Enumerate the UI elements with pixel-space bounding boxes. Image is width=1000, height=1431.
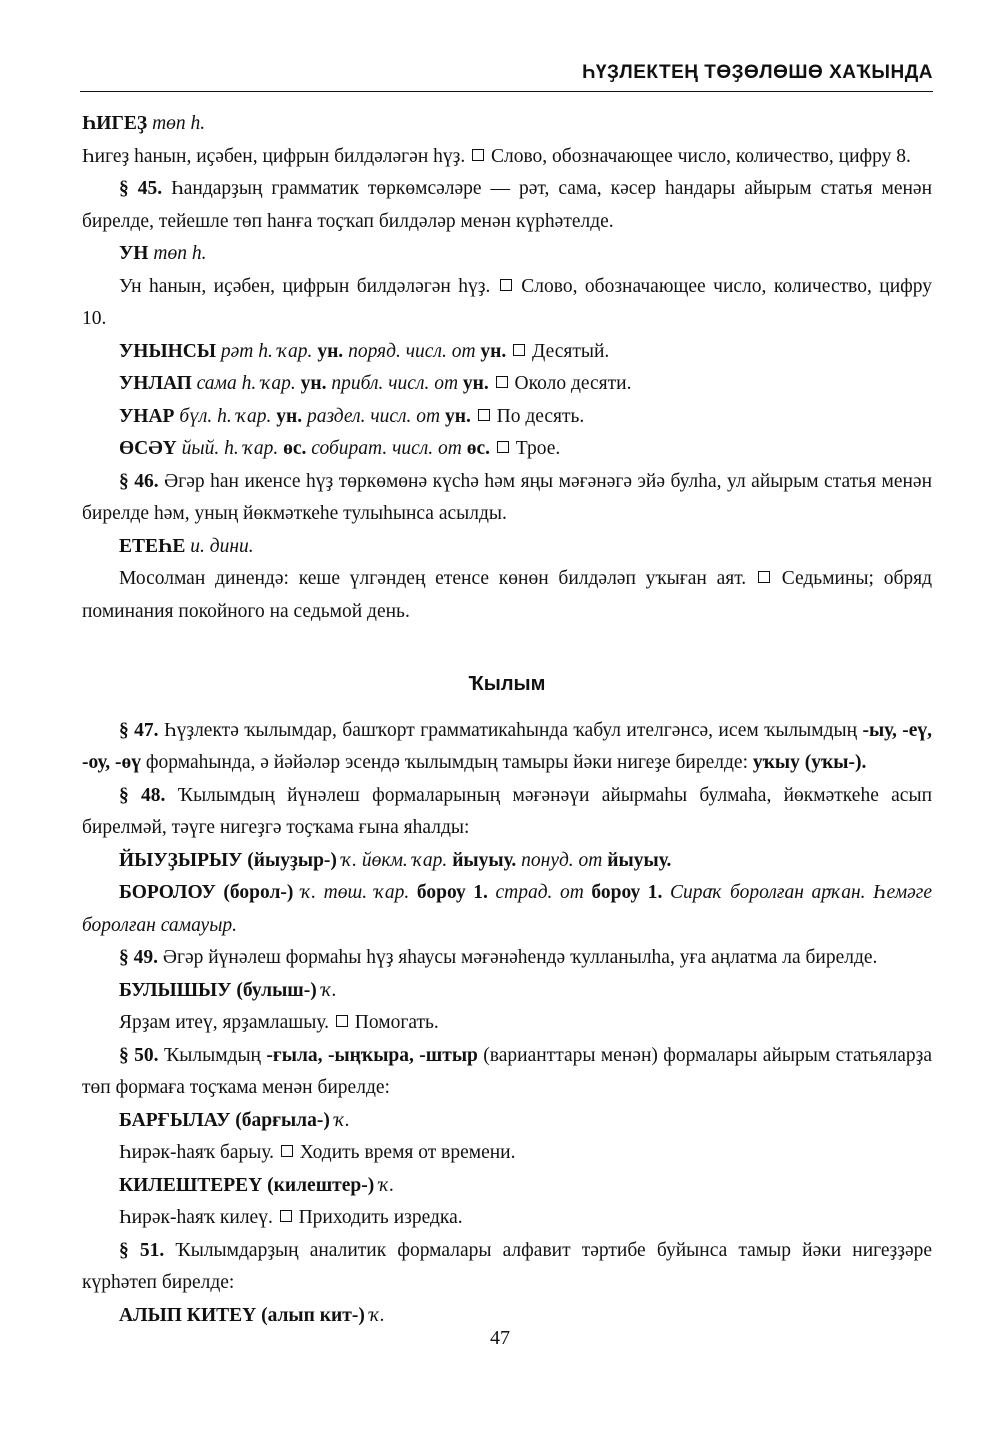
translation-text: Седьмины; обряд поминания покойного на седьмой день. <box>82 568 933 622</box>
definition <box>82 1007 932 1040</box>
headword: БОРОЛОУ (борол-) <box>119 882 294 903</box>
headword: ЕТЕҺЕ <box>119 535 186 557</box>
translation-text: По десять. <box>496 405 585 427</box>
cross-reference: өс. <box>283 438 307 459</box>
section-number: § 45. <box>119 178 163 199</box>
square-marker-icon <box>513 344 525 356</box>
definition-text: Һирәк-һаяҡ килеү. <box>119 1207 273 1228</box>
paragraph-text: Әгәр йүнәлеш формаһы һүҙ яһаусы мәғәнәһендә ҡулланылһа, уға аңлатма ла бирелде. <box>162 947 878 968</box>
headword: УНЛАП <box>119 373 192 394</box>
translation-text: Десятый. <box>532 340 610 362</box>
section-number: § 46. <box>119 470 159 492</box>
cross-reference: йыуыу. <box>452 849 517 871</box>
cross-reference: ун. <box>300 373 327 394</box>
paragraph-47 <box>82 715 932 780</box>
cross-reference: ун. <box>445 405 471 427</box>
grammar-label: собират. числ. от <box>311 438 462 459</box>
square-marker-icon <box>500 279 512 291</box>
square-marker-icon <box>478 409 490 421</box>
paragraph-46 <box>82 466 932 531</box>
entry-yiyuzyryu <box>82 845 932 878</box>
headword: ҺИГЕҘ <box>82 113 148 134</box>
page-body <box>82 108 932 1332</box>
definition <box>82 1202 932 1235</box>
paragraph-50 <box>82 1040 932 1105</box>
definition-text: Мосолман динендә: кеше үлгәндең етенсе көнөн билдәләп уҡыған аят. <box>119 568 747 589</box>
translation-text: Слово, обозначающее число, количество, цифру 10. <box>82 275 933 329</box>
grammar-label: ҡ. <box>334 1109 350 1131</box>
paragraph-text: Әгәр һан икенсе һүҙ төркөмөнә күсһә һәм яңы мәғәнәгә эйә булһа, ул айырым статья менән бирелде һәм, уның йөкмәткеһе тулыһынса асылды. <box>82 470 933 524</box>
entry-higez <box>82 108 932 141</box>
grammar-label: страд. от <box>495 882 584 903</box>
translation-text: Ходить время от времени. <box>299 1142 516 1163</box>
grammar-label: сама һ. ҡар. <box>196 373 296 394</box>
entry-boroloy <box>82 877 932 942</box>
entry-unynsy <box>82 336 932 369</box>
entry-unar <box>82 401 932 434</box>
definition <box>82 1137 932 1170</box>
cross-reference: ун. <box>317 340 344 362</box>
square-marker-icon <box>281 1145 293 1157</box>
translation-text: Помогать. <box>354 1012 439 1033</box>
running-header: ҺҮҘЛЕКТЕҢ ТӨҘӨЛӨШӨ ХАҠЫНДА <box>80 55 933 92</box>
paragraph-48 <box>82 780 932 845</box>
definition-text: Һигеҙ һанын, иҫәбен, цифрын билдәләгән һүҙ. <box>82 145 466 167</box>
headword: АЛЫП КИТЕҮ (алып кит-) <box>119 1304 365 1326</box>
square-marker-icon <box>496 376 508 388</box>
grammar-label: поряд. числ. от <box>348 340 476 362</box>
section-number: § 51. <box>119 1239 165 1261</box>
translation-text: Около десяти. <box>514 373 632 394</box>
grammar-label: прибл. числ. от <box>331 373 459 394</box>
section-number: § 47. <box>119 719 159 741</box>
grammar-label: ҡ. <box>321 979 337 1001</box>
headword: БУЛЫШЫУ (булыш-) <box>119 979 317 1001</box>
cross-reference: өс. <box>466 438 491 459</box>
paragraph-text: (варианттары менән) формалары айырым статьяларҙа төп формаға тоҫҡама менән бирелде: <box>82 1044 933 1098</box>
entry-bulyshyu <box>82 975 932 1008</box>
grammar-label: ҡ. төш. ҡар. <box>300 882 410 903</box>
square-marker-icon <box>758 571 770 583</box>
entry-bargylau <box>82 1105 932 1138</box>
paragraph-text: Ҡылымдың <box>163 1044 261 1066</box>
headword: КИЛЕШТЕРЕҮ (килештер-) <box>119 1174 375 1196</box>
section-number: § 49. <box>119 947 158 968</box>
grammar-label: йый. һ. ҡар. <box>181 438 279 459</box>
entry-un <box>82 238 932 271</box>
example-word: уҡыу (уҡы-). <box>752 752 867 773</box>
headword: ӨСӘҮ <box>119 438 177 459</box>
suffix-forms: -ғыла, -ыңҡыра, -штыр <box>266 1044 478 1066</box>
grammar-label: понуд. от <box>521 849 603 871</box>
headword: УНАР <box>119 405 175 427</box>
section-title: Ҡылым <box>468 673 546 695</box>
headword: ЙЫУҘЫРЫУ (йыуҙыр-) <box>119 849 337 871</box>
definition-text: Ярҙам итеү, ярҙамлашыу. <box>119 1012 330 1033</box>
paragraph-text: Ҡылымдың йүнәлеш формаларының мәғәнәүи айырмаһы булмаһа, йөкмәткеһе асып бирелмәй, тәүге нигеҙгә тоҫҡама ғына яһалды: <box>82 784 933 838</box>
page-number: 47 <box>490 1327 510 1349</box>
cross-reference: ун. <box>480 340 507 362</box>
headword: УНЫНСЫ <box>119 340 217 362</box>
grammar-label: ҡ. йөкм. ҡар. <box>341 849 448 871</box>
grammar-label: төп һ. <box>152 113 206 134</box>
entry-unlap <box>82 368 932 401</box>
translation-text: Приходить изредка. <box>298 1207 463 1228</box>
definition <box>82 141 932 174</box>
headword: БАРҒЫЛАУ (барғыла-) <box>119 1109 330 1131</box>
entry-oseu <box>82 433 932 466</box>
square-marker-icon <box>497 441 509 453</box>
definition-text: Һирәк-һаяҡ барыу. <box>119 1142 275 1163</box>
paragraph-51 <box>82 1235 932 1300</box>
square-marker-icon <box>280 1210 292 1222</box>
cross-reference: бороу 1. <box>591 882 663 903</box>
suffix-forms: -ыу, -еү, -оу, -өү <box>82 719 933 773</box>
cross-reference: ун. <box>276 405 303 427</box>
section-number: § 48. <box>119 784 166 806</box>
usage-example: Сираҡ боролған арҡан. Һемәге боролған самауыр. <box>82 882 933 936</box>
grammar-label: рәт һ. ҡар. <box>220 340 313 362</box>
cross-reference: ун. <box>462 373 489 394</box>
paragraph-text: Һүҙлектә ҡылымдар, башҡорт грамматикаһында ҡабул ителгәнсә, исем ҡылымдың <box>163 719 858 741</box>
definition-text: Ун һанын, иҫәбен, цифрын билдәләгән һүҙ. <box>119 275 491 297</box>
definition <box>82 271 932 336</box>
grammar-label: и. дини. <box>190 535 254 557</box>
entry-etehe <box>82 531 932 564</box>
grammar-label: ҡ. <box>379 1174 395 1196</box>
square-marker-icon <box>336 1015 348 1027</box>
definition <box>82 563 932 628</box>
translation-text: Трое. <box>515 438 561 459</box>
cross-reference: йыуыу. <box>607 849 672 871</box>
paragraph-text: Ҡылымдарҙың аналитик формалары алфавит тәртибе буйынса тамыр йәки нигеҙҙәре күрһәтеп бирелде: <box>82 1239 933 1293</box>
grammar-label: бүл. һ. ҡар. <box>179 405 272 427</box>
grammar-label: раздел. числ. от <box>306 405 441 427</box>
paragraph-text: Һандарҙың грамматик төркөмсәләре — рәт, сама, кәсер һандары айырым статья менән бирелде, тейешле төп һанға тоҫҡап билдәләр менән күрһәтелде. <box>82 178 933 232</box>
square-marker-icon <box>472 149 484 161</box>
grammar-label: ҡ. <box>369 1304 385 1326</box>
entry-kileshtereu <box>82 1170 932 1203</box>
headword: УН <box>119 243 149 264</box>
section-number: § 50. <box>119 1044 159 1066</box>
cross-reference: бороу 1. <box>416 882 488 903</box>
paragraph-text: формаһында, ә йәйәләр эсендә ҡылымдың тамыры йәки нигеҙе бирелде: <box>145 752 748 773</box>
grammar-label: төп һ. <box>153 243 207 264</box>
paragraph-49 <box>82 942 932 975</box>
translation-text: Слово, обозначающее число, количество, цифру 8. <box>490 145 911 167</box>
paragraph-45 <box>82 173 932 238</box>
